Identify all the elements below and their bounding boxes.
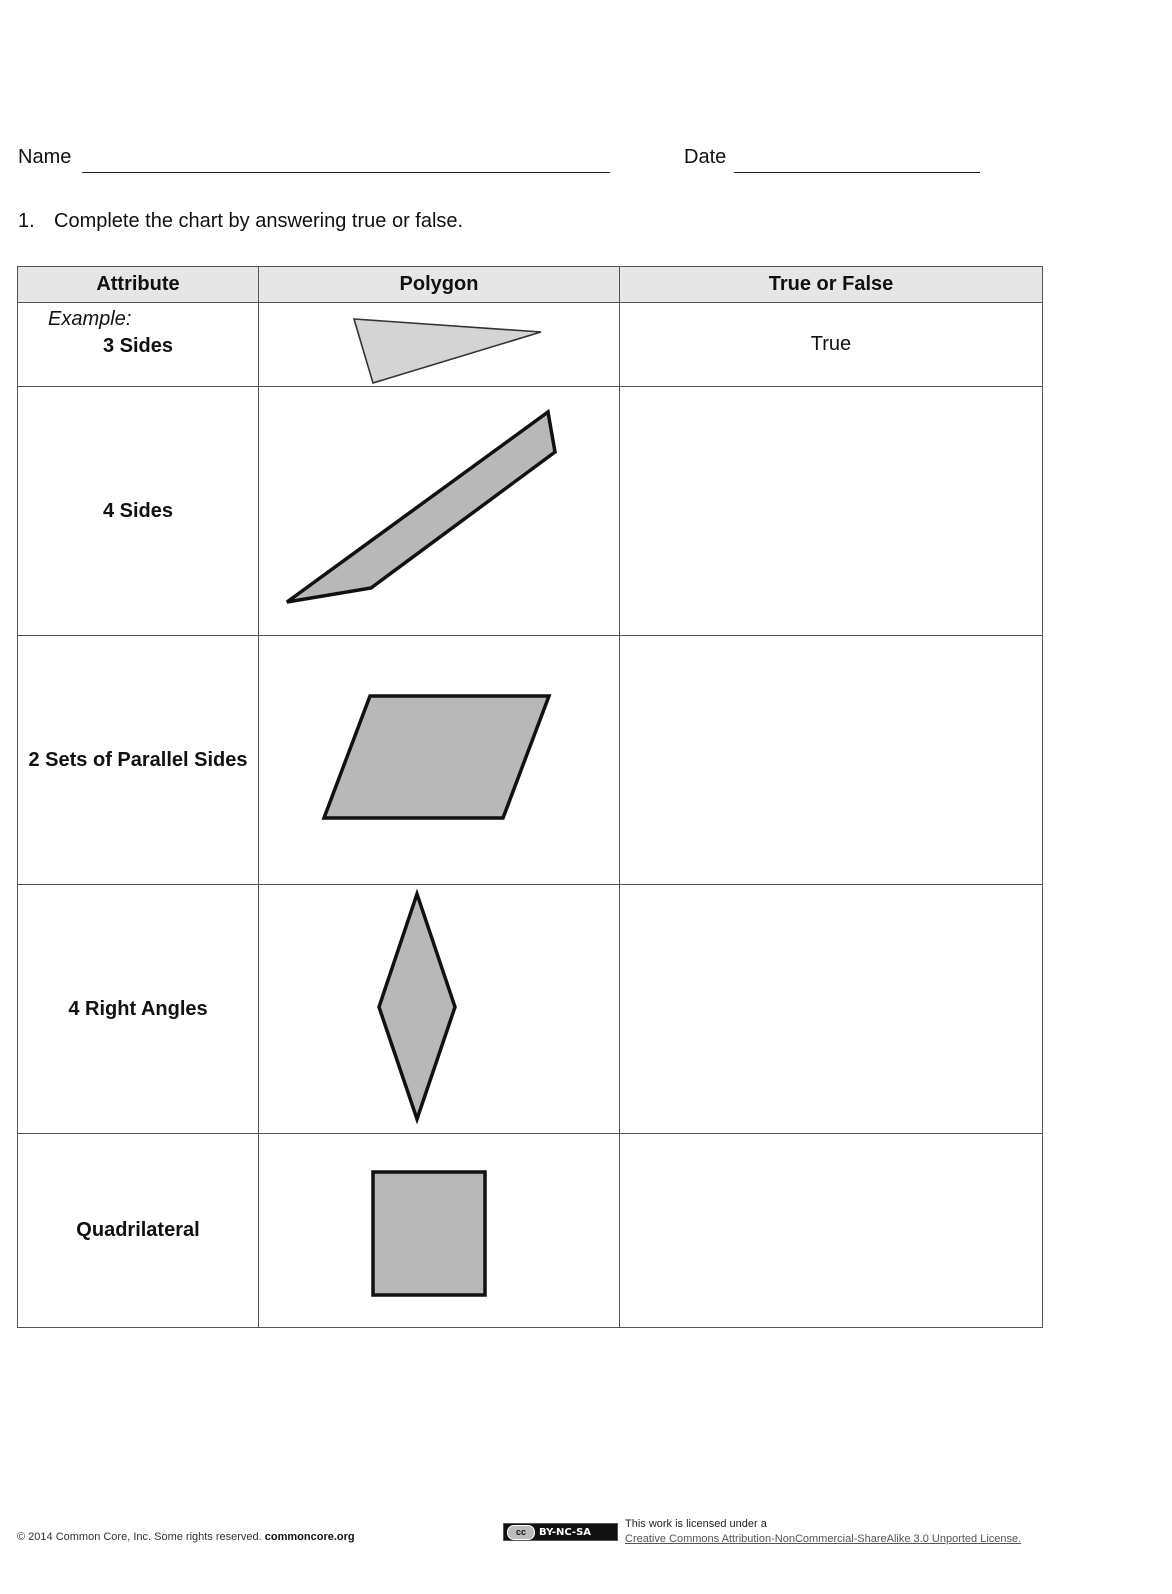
site-link[interactable]: commoncore.org [264, 1531, 355, 1543]
license-intro: This work is licensed under a [625, 1518, 767, 1530]
attribute-cell [18, 303, 259, 387]
copyright-notice [17, 1531, 355, 1543]
rhombus-shape [259, 886, 620, 1135]
column-header-polygon: Polygon [259, 267, 620, 303]
cc-icon: cc [507, 1525, 535, 1540]
answer-cell: True [620, 303, 1043, 387]
table-header-row [18, 267, 1043, 303]
attribute-cell: 4 Right Angles [18, 885, 259, 1134]
answer-cell[interactable] [620, 1134, 1043, 1328]
polygon-cell [259, 303, 620, 387]
license-notice [625, 1517, 1021, 1547]
license-link[interactable]: Creative Commons Attribution-NonCommercial-ShareAlike 3.0 Unported License. [625, 1533, 1022, 1545]
thin-quadrilateral-shape [259, 388, 620, 637]
table-row [18, 1134, 1043, 1328]
copyright-text: © 2014 Common Core, Inc. Some rights reserved. [17, 1531, 262, 1543]
cc-badge-text: BY-NC-SA [539, 1526, 592, 1538]
polygon-cell [259, 636, 620, 885]
answer-cell[interactable] [620, 885, 1043, 1134]
name-blank-line[interactable] [82, 172, 610, 173]
rectangle-shape [259, 1135, 620, 1329]
polygon-cell [259, 1134, 620, 1328]
attribute-cell: Quadrilateral [18, 1134, 259, 1328]
date-label: Date [684, 146, 727, 168]
triangle-shape [259, 304, 620, 388]
table-row-example [18, 303, 1043, 387]
creative-commons-badge[interactable] [503, 1523, 618, 1541]
answer-cell[interactable] [620, 387, 1043, 636]
polygon-cell [259, 387, 620, 636]
attribute-text: 3 Sides [102, 334, 174, 357]
parallelogram-shape [259, 637, 620, 886]
question-prompt [18, 210, 463, 233]
polygon-chart [17, 266, 1043, 1328]
table-row [18, 387, 1043, 636]
question-text: Complete the chart by answering true or false. [54, 210, 464, 232]
answer-cell[interactable] [620, 636, 1043, 885]
column-header-attribute: Attribute [18, 267, 259, 303]
question-number: 1. [18, 210, 35, 232]
polygon-cell [259, 885, 620, 1134]
table-row [18, 636, 1043, 885]
date-blank-line[interactable] [734, 172, 980, 173]
table-row [18, 885, 1043, 1134]
name-label: Name [18, 146, 72, 168]
example-label: Example: [48, 307, 132, 330]
column-header-true-or-false: True or False [620, 267, 1043, 303]
attribute-cell: 4 Sides [18, 387, 259, 636]
attribute-cell: 2 Sets of Parallel Sides [18, 636, 259, 885]
